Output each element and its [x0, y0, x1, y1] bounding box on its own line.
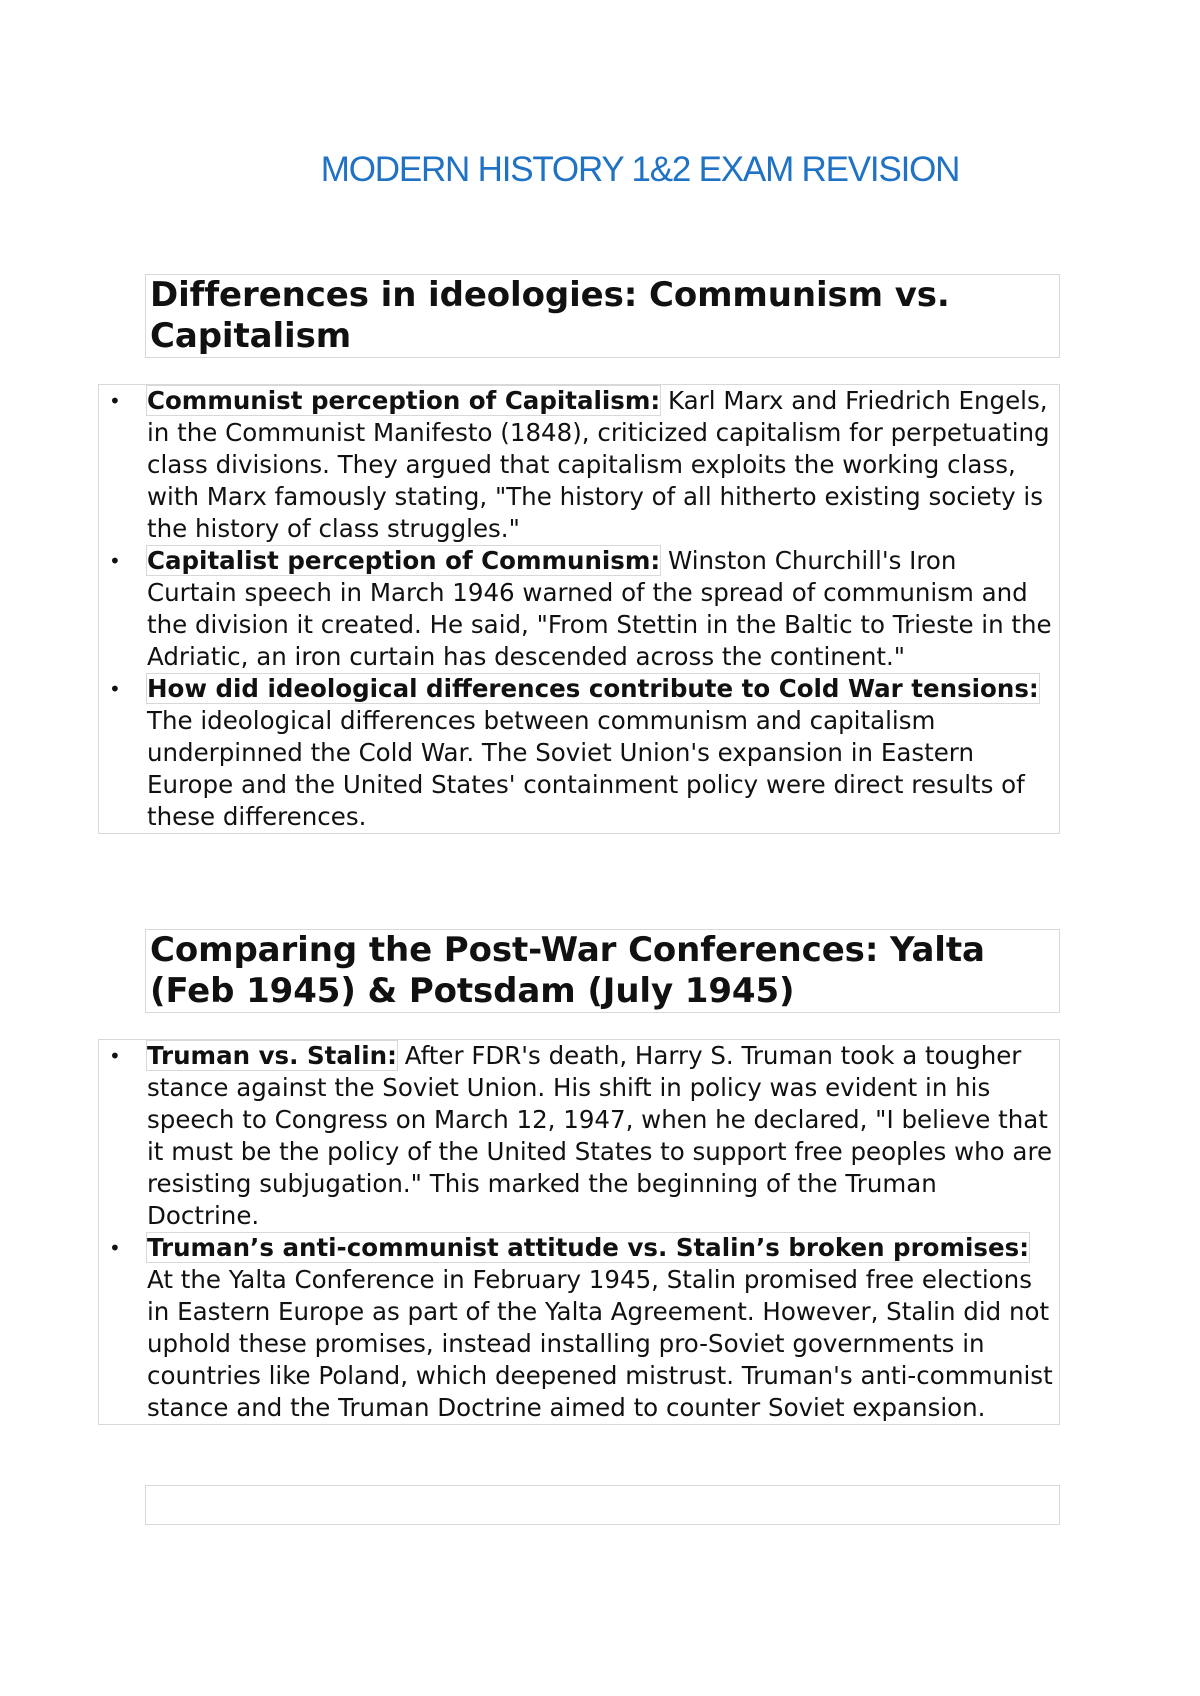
bullet-icon: •	[109, 549, 121, 573]
bullet-list	[99, 1040, 1059, 1424]
bullet-icon: •	[109, 1044, 121, 1068]
item-lead: Truman vs. Stalin:	[147, 1041, 397, 1070]
list-item	[99, 1040, 1059, 1232]
list-item	[99, 385, 1059, 545]
page-title: MODERN HISTORY 1&2 EXAM REVISION	[320, 150, 960, 189]
empty-heading-box	[145, 1485, 1060, 1525]
item-text: At the Yalta Conference in February 1945, Stalin promised free elections in Eastern Europe as part of the Yalta Agreement. However, Stalin did not uphold these promises, instead installing pro-Soviet governments in countries like Poland, which deepened mistrust. Truman's anti-communist stance and the Truman Doctrine aimed to counter Soviet expansion.	[147, 1265, 1053, 1422]
section-heading-conferences	[145, 929, 1060, 1013]
item-text: After FDR's death, Harry S. Truman took a tougher stance against the Soviet Union. His shift in policy was evident in his speech to Congress on March 12, 1947, when he declared, "I believe that it must be the policy of the United States to support free peoples who are resisting subjugation." This marked the beginning of the Truman Doctrine.	[147, 1041, 1053, 1230]
section-heading-ideologies	[145, 274, 1060, 358]
section-heading-text: Differences in ideologies: Communism vs. Capitalism	[150, 275, 950, 356]
item-text: The ideological differences between communism and capitalism underpinned the Cold War. The Soviet Union's expansion in Eastern Europe and the United States' containment policy were direct results of these differences.	[147, 706, 1025, 831]
section-heading-text: Comparing the Post-War Conferences: Yalta (Feb 1945) & Potsdam (July 1945)	[150, 930, 985, 1011]
item-text: Karl Marx and Friedrich Engels, in the Communist Manifesto (1848), criticized capitalism for perpetuating class divisions. They argued that capitalism exploits the working class, with Marx famously stating, "The history of all hitherto existing society is the history of class struggles."	[147, 386, 1050, 543]
bullet-icon: •	[109, 677, 121, 701]
section-list-conferences	[98, 1039, 1060, 1425]
item-lead: How did ideological differences contribute to Cold War tensions:	[147, 674, 1039, 703]
item-lead: Truman’s anti-communist attitude vs. Stalin’s broken promises:	[147, 1233, 1029, 1262]
item-lead: Capitalist perception of Communism:	[147, 546, 661, 575]
bullet-list	[99, 385, 1059, 833]
item-text: Winston Churchill's Iron Curtain speech in March 1946 warned of the spread of communism and the division it created. He said, "From Stettin in the Baltic to Trieste in the Adriatic, an iron curtain has descended across the continent."	[147, 546, 1052, 671]
section-list-ideologies	[98, 384, 1060, 834]
list-item	[99, 1232, 1059, 1424]
list-item	[99, 673, 1059, 833]
item-lead: Communist perception of Capitalism:	[147, 386, 661, 415]
bullet-icon: •	[109, 389, 121, 413]
bullet-icon: •	[109, 1236, 121, 1260]
list-item	[99, 545, 1059, 673]
